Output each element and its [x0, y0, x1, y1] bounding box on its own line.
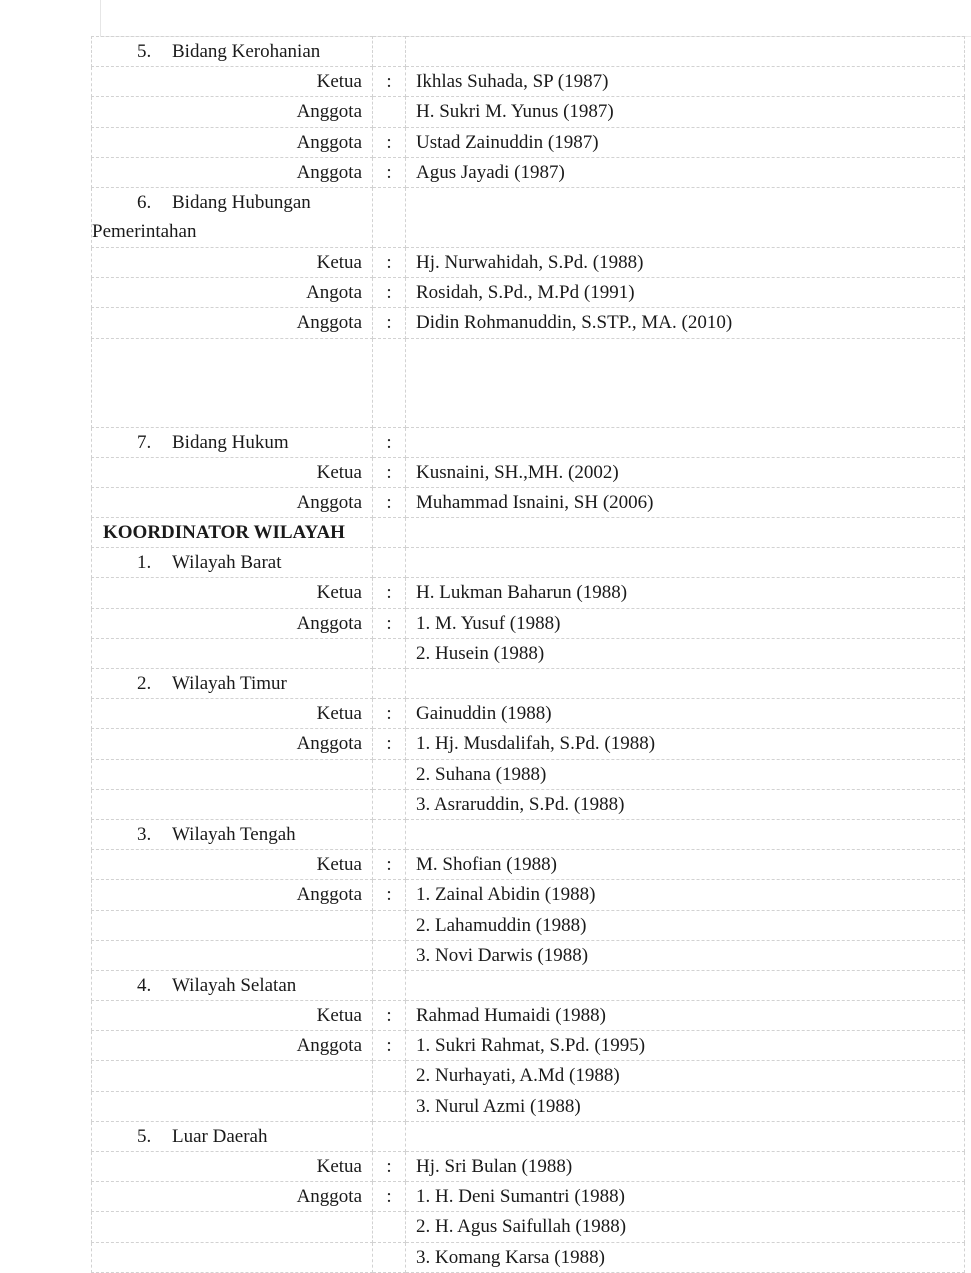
blank-cell: [406, 970, 965, 1000]
organization-table: [91, 36, 965, 1273]
member-name: Rosidah, S.Pd., M.Pd (1991): [406, 278, 965, 308]
table-row: [92, 1061, 965, 1091]
role-label: Anggota: [92, 729, 373, 759]
table-row: [92, 1001, 965, 1031]
section-number: 7.: [137, 431, 152, 453]
role-label: Ketua: [92, 1152, 373, 1182]
blank-cell: [373, 1212, 406, 1242]
blank-cell: [373, 1061, 406, 1091]
table-row: [92, 578, 965, 608]
role-label: Anggota: [92, 880, 373, 910]
blank-cell: [406, 669, 965, 699]
table-row: [92, 970, 965, 1000]
table-row: [92, 1031, 965, 1061]
blank-cell: [373, 338, 406, 427]
table-row: [92, 97, 965, 127]
table-row: [92, 308, 965, 338]
ruler-guide: [100, 0, 971, 37]
blank-cell: [406, 518, 965, 548]
blank-cell: [406, 819, 965, 849]
member-name: 2. Nurhayati, A.Md (1988): [406, 1061, 965, 1091]
role-label: Ketua: [92, 850, 373, 880]
section-number: 3.: [137, 823, 152, 845]
section-label: Wilayah Selatan: [172, 974, 297, 996]
table-row: [92, 638, 965, 668]
table-row: [92, 127, 965, 157]
table-row: [92, 819, 965, 849]
table-row: [92, 278, 965, 308]
table-row: [92, 518, 965, 548]
colon: :: [373, 699, 406, 729]
blank-cell: [373, 819, 406, 849]
blank-cell: [92, 338, 373, 427]
table-row: [92, 338, 965, 427]
colon: :: [373, 157, 406, 187]
table-row: [92, 1212, 965, 1242]
member-name: H. Lukman Baharun (1988): [406, 578, 965, 608]
role-label: Anggota: [92, 1031, 373, 1061]
blank-cell: [373, 970, 406, 1000]
table-row: [92, 427, 965, 457]
blank-cell: [92, 1212, 373, 1242]
section-label: Wilayah Timur: [172, 673, 287, 694]
role-label: Ketua: [92, 1001, 373, 1031]
member-name: Ikhlas Suhada, SP (1987): [406, 67, 965, 97]
table-row: [92, 729, 965, 759]
role-label: Anggota: [92, 97, 373, 127]
member-name: Didin Rohmanuddin, S.STP., MA. (2010): [406, 308, 965, 338]
member-name: 1. Zainal Abidin (1988): [406, 880, 965, 910]
blank-cell: [92, 759, 373, 789]
blank-cell: [92, 1091, 373, 1121]
section-heading: KOORDINATOR WILAYAH: [92, 518, 373, 548]
section-title: [92, 548, 373, 578]
section-title: [92, 37, 373, 67]
role-label: Anggota: [92, 1182, 373, 1212]
member-name: Hj. Sri Bulan (1988): [406, 1152, 965, 1182]
role-label: Ketua: [92, 457, 373, 487]
member-name: 2. Suhana (1988): [406, 759, 965, 789]
table-row: [92, 247, 965, 277]
section-number: 2.: [137, 673, 152, 694]
role-label: Ketua: [92, 699, 373, 729]
table-row: [92, 457, 965, 487]
blank-cell: [373, 910, 406, 940]
colon: [373, 187, 406, 247]
table-row: [92, 699, 965, 729]
colon: :: [373, 127, 406, 157]
table-row: [92, 1182, 965, 1212]
member-name: 2. H. Agus Saifullah (1988): [406, 1212, 965, 1242]
blank-cell: [92, 789, 373, 819]
colon: :: [373, 578, 406, 608]
value-cell: [406, 187, 965, 247]
blank-cell: [92, 1061, 373, 1091]
table-row: [92, 157, 965, 187]
table-row: [92, 608, 965, 638]
blank-cell: [92, 1242, 373, 1272]
section-number: 1.: [137, 552, 152, 574]
member-name: Agus Jayadi (1987): [406, 157, 965, 187]
blank-cell: [92, 940, 373, 970]
blank-cell: [373, 518, 406, 548]
table-row: [92, 669, 965, 699]
colon: :: [373, 427, 406, 457]
blank-cell: [373, 1242, 406, 1272]
table-row: [92, 1091, 965, 1121]
member-name: M. Shofian (1988): [406, 850, 965, 880]
table-row: [92, 67, 965, 97]
member-name: 2. Husein (1988): [406, 638, 965, 668]
section-number: 4.: [137, 974, 152, 996]
member-name: Hj. Nurwahidah, S.Pd. (1988): [406, 247, 965, 277]
colon: :: [373, 1182, 406, 1212]
colon: :: [373, 729, 406, 759]
section-title: [92, 1121, 373, 1151]
colon: :: [373, 850, 406, 880]
member-name: H. Sukri M. Yunus (1987): [406, 97, 965, 127]
table-row: [92, 850, 965, 880]
table-row: [92, 880, 965, 910]
member-name: 1. H. Deni Sumantri (1988): [406, 1182, 965, 1212]
blank-cell: [406, 338, 965, 427]
section-number: 6.: [137, 191, 152, 213]
section-label: Bidang Kerohanian: [172, 41, 321, 62]
document-page: [91, 36, 965, 1273]
role-label: Anggota: [92, 157, 373, 187]
colon: :: [373, 487, 406, 517]
colon: :: [373, 1152, 406, 1182]
colon: :: [373, 247, 406, 277]
blank-cell: [406, 548, 965, 578]
role-label: Anggota: [92, 487, 373, 517]
blank-cell: [373, 759, 406, 789]
colon: :: [373, 1001, 406, 1031]
section-title: [92, 970, 373, 1000]
role-label: Anggota: [92, 608, 373, 638]
member-name: Rahmad Humaidi (1988): [406, 1001, 965, 1031]
table-row: [92, 548, 965, 578]
member-name: 1. Sukri Rahmat, S.Pd. (1995): [406, 1031, 965, 1061]
member-name: Gainuddin (1988): [406, 699, 965, 729]
blank-cell: [373, 548, 406, 578]
section-label-continued: Pemerintahan: [92, 220, 197, 242]
role-label: Ketua: [92, 578, 373, 608]
blank-cell: [373, 638, 406, 668]
role-label: Ketua: [92, 247, 373, 277]
member-name: 3. Komang Karsa (1988): [406, 1242, 965, 1272]
table-row: [92, 487, 965, 517]
role-label: Anggota: [92, 308, 373, 338]
section-label: Luar Daerah: [172, 1125, 268, 1147]
section-title: [92, 669, 373, 699]
member-name: 2. Lahamuddin (1988): [406, 910, 965, 940]
role-label: Angota: [92, 278, 373, 308]
blank-cell: [406, 1121, 965, 1151]
section-label: Bidang Hubungan: [172, 191, 311, 213]
table-row: [92, 759, 965, 789]
section-number: 5.: [137, 41, 152, 62]
blank-cell: [373, 1121, 406, 1151]
colon: [373, 37, 406, 67]
colon: :: [373, 67, 406, 97]
section-title: [92, 187, 373, 247]
member-name: Muhammad Isnaini, SH (2006): [406, 487, 965, 517]
section-title: [92, 427, 373, 457]
section-label: Wilayah Barat: [172, 552, 282, 574]
colon: :: [373, 880, 406, 910]
blank-cell: [92, 638, 373, 668]
colon: :: [373, 278, 406, 308]
section-title: [92, 819, 373, 849]
colon: :: [373, 308, 406, 338]
member-name: Kusnaini, SH.,MH. (2002): [406, 457, 965, 487]
blank-cell: [92, 910, 373, 940]
table-row: [92, 1152, 965, 1182]
colon: [373, 97, 406, 127]
table-row: [92, 37, 965, 67]
table-row: [92, 1242, 965, 1272]
member-name: 3. Novi Darwis (1988): [406, 940, 965, 970]
table-row: [92, 1121, 965, 1151]
blank-cell: [373, 1091, 406, 1121]
role-label: Ketua: [92, 67, 373, 97]
blank-cell: [373, 789, 406, 819]
member-name: 1. Hj. Musdalifah, S.Pd. (1988): [406, 729, 965, 759]
member-name: 3. Nurul Azmi (1988): [406, 1091, 965, 1121]
colon: :: [373, 457, 406, 487]
blank-cell: [373, 669, 406, 699]
section-label: Wilayah Tengah: [172, 823, 296, 845]
member-name: 3. Asraruddin, S.Pd. (1988): [406, 789, 965, 819]
blank-cell: [373, 940, 406, 970]
section-label: Bidang Hukum: [172, 431, 289, 453]
table-row: [92, 187, 965, 247]
colon: :: [373, 608, 406, 638]
table-row: [92, 910, 965, 940]
member-name: Ustad Zainuddin (1987): [406, 127, 965, 157]
section-number: 5.: [137, 1125, 152, 1147]
colon: :: [373, 1031, 406, 1061]
value-cell: [406, 427, 965, 457]
role-label: Anggota: [92, 127, 373, 157]
table-row: [92, 940, 965, 970]
table-row: [92, 789, 965, 819]
member-name: 1. M. Yusuf (1988): [406, 608, 965, 638]
value-cell: [406, 37, 965, 67]
